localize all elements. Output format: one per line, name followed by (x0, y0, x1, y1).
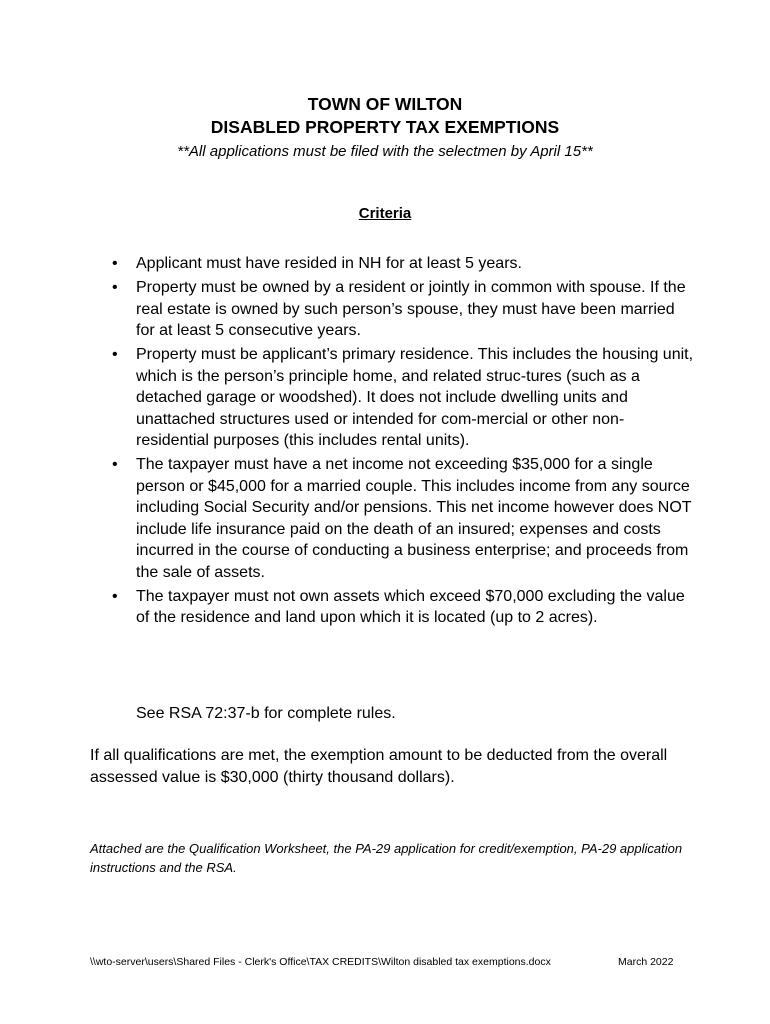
criteria-item (112, 454, 696, 583)
criteria-item-text: Property must be owned by a resident or jointly in common with spouse. If the real estate is owned by such person’s spouse, they must have been married for at least 5 consecutive years. (136, 279, 686, 339)
criteria-heading: Criteria (358, 205, 412, 222)
bullet-icon: • (112, 587, 118, 605)
criteria-item-text: The taxpayer must not own assets which exceed $70,000 excluding the value of the residence and land upon which it is located (up to 2 acres). (136, 587, 685, 626)
criteria-item-text: Property must be applicant’s primary residence. This includes the housing unit, which is the person’s principle home, and related struc-tures (such as a detached garage or woodshed). It does not include dwelling units and unattached structures used or intended for com-mercial or other non-residential purposes (this includes rental units). (136, 346, 694, 449)
bullet-icon: • (112, 279, 118, 296)
filing-deadline-note: **All applications must be filed with the selectmen by April 15** (177, 143, 593, 160)
footer-date: March 2022 (618, 956, 674, 968)
town-title: TOWN OF WILTON (307, 94, 463, 114)
document-title: DISABLED PROPERTY TAX EXEMPTIONS (210, 117, 560, 137)
see-rsa-reference: See RSA 72:37-b for complete rules. (136, 705, 396, 722)
bullet-icon: • (112, 255, 118, 272)
criteria-list (112, 253, 696, 631)
footer-file-path: \\wto-server\users\Shared Files - Clerk's Office\TAX CREDITS\Wilton disabled tax exemptions.docx (90, 956, 551, 968)
criteria-item (112, 344, 696, 452)
attachments-note: Attached are the Qualification Worksheet, the PA-29 application for credit/exemption, PA-29 application instructions and the RSA. (90, 841, 683, 875)
criteria-item (112, 277, 696, 342)
criteria-item-text: Applicant must have resided in NH for at least 5 years. (136, 255, 522, 272)
criteria-item (112, 253, 696, 275)
bullet-icon: • (112, 346, 118, 363)
exemption-amount-paragraph: If all qualifications are met, the exemption amount to be deducted from the overall assessed value is $30,000 (thirty thousand dollars). (90, 747, 668, 786)
document-header (0, 93, 770, 163)
criteria-item-text: The taxpayer must have a net income not exceeding $35,000 for a single person or $45,000 for a married couple. This includes income from any source including Social Security and/or pensions. This net income however does NOT include life insurance paid on the death of an insured; expenses and costs incurred in the course of conducting a business enterprise; and proceeds from the sale of assets. (136, 456, 692, 581)
criteria-item (112, 586, 696, 629)
bullet-icon: • (112, 456, 118, 473)
